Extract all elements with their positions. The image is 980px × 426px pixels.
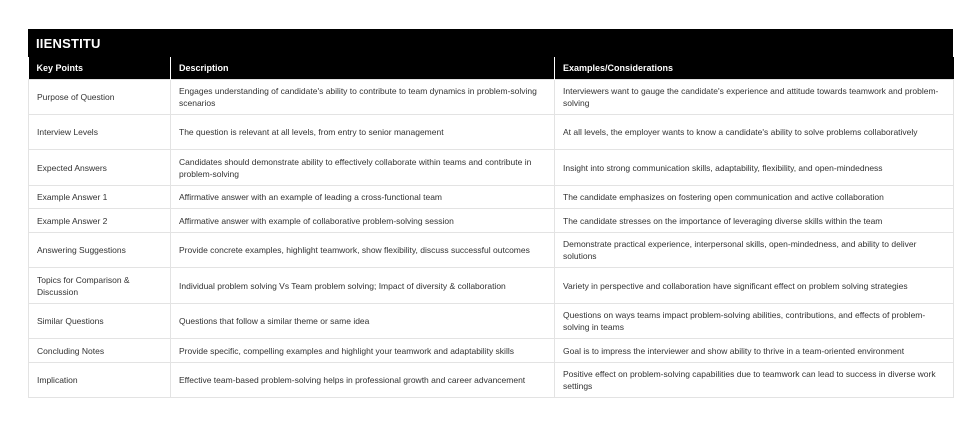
cell-example: The candidate emphasizes on fostering open communication and active collaboration <box>555 186 954 209</box>
cell-example: Variety in perspective and collaboration have significant effect on problem solving strategies <box>555 268 954 304</box>
cell-key-point: Similar Questions <box>29 304 171 339</box>
table-header-row <box>29 57 954 80</box>
cell-example: Insight into strong communication skills, adaptability, flexibility, and open-mindedness <box>555 150 954 186</box>
table-row <box>29 80 954 115</box>
content-table-container <box>28 29 953 398</box>
table-row <box>29 268 954 304</box>
brand-title: IIENSTITU <box>28 29 953 57</box>
cell-description: Engages understanding of candidate's ability to contribute to team dynamics in problem-solving scenarios <box>171 80 555 115</box>
cell-description: The question is relevant at all levels, from entry to senior management <box>171 115 555 150</box>
cell-example: Demonstrate practical experience, interpersonal skills, open-mindedness, and ability to deliver solutions <box>555 233 954 268</box>
cell-description: Individual problem solving Vs Team problem solving; Impact of diversity & collaboration <box>171 268 555 304</box>
cell-description: Affirmative answer with example of collaborative problem-solving session <box>171 209 555 233</box>
table-row <box>29 115 954 150</box>
cell-key-point: Topics for Comparison & Discussion <box>29 268 171 304</box>
key-points-table <box>28 57 954 398</box>
cell-key-point: Answering Suggestions <box>29 233 171 268</box>
cell-example: Goal is to impress the interviewer and show ability to thrive in a team-oriented environment <box>555 339 954 363</box>
table-row <box>29 209 954 233</box>
cell-example: Interviewers want to gauge the candidate's experience and attitude towards teamwork and problem-solving <box>555 80 954 115</box>
table-row <box>29 363 954 398</box>
cell-description: Provide concrete examples, highlight teamwork, show flexibility, discuss successful outcomes <box>171 233 555 268</box>
cell-description: Questions that follow a similar theme or same idea <box>171 304 555 339</box>
cell-example: Positive effect on problem-solving capabilities due to teamwork can lead to success in diverse work settings <box>555 363 954 398</box>
cell-key-point: Expected Answers <box>29 150 171 186</box>
cell-key-point: Implication <box>29 363 171 398</box>
cell-key-point: Purpose of Question <box>29 80 171 115</box>
table-row <box>29 304 954 339</box>
cell-description: Provide specific, compelling examples and highlight your teamwork and adaptability skills <box>171 339 555 363</box>
cell-example: Questions on ways teams impact problem-solving abilities, contributions, and effects of problem-solving in teams <box>555 304 954 339</box>
header-examples: Examples/Considerations <box>555 57 954 80</box>
table-row <box>29 339 954 363</box>
table-row <box>29 186 954 209</box>
table-row <box>29 233 954 268</box>
table-row <box>29 150 954 186</box>
cell-example: The candidate stresses on the importance of leveraging diverse skills within the team <box>555 209 954 233</box>
cell-description: Effective team-based problem-solving helps in professional growth and career advancement <box>171 363 555 398</box>
cell-key-point: Interview Levels <box>29 115 171 150</box>
cell-description: Candidates should demonstrate ability to effectively collaborate within teams and contribute in problem-solving <box>171 150 555 186</box>
cell-key-point: Example Answer 2 <box>29 209 171 233</box>
header-description: Description <box>171 57 555 80</box>
cell-description: Affirmative answer with an example of leading a cross-functional team <box>171 186 555 209</box>
cell-key-point: Example Answer 1 <box>29 186 171 209</box>
cell-example: At all levels, the employer wants to know a candidate's ability to solve problems collaboratively <box>555 115 954 150</box>
header-key-points: Key Points <box>29 57 171 80</box>
cell-key-point: Concluding Notes <box>29 339 171 363</box>
